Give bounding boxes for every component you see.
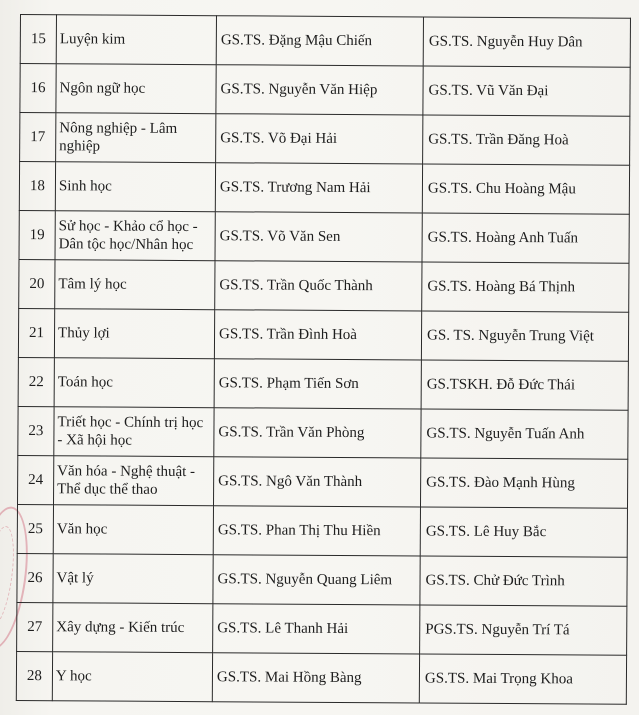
vice-chair-name: GS.TS. Chu Hoàng Mậu xyxy=(422,164,629,214)
chair-name: GS.TS. Võ Đại Hải xyxy=(216,114,423,164)
table-row xyxy=(18,357,628,410)
vice-chair-name: GS.TS. Nguyễn Huy Dân xyxy=(423,17,630,67)
chair-name: GS.TS. Đặng Mậu Chiến xyxy=(216,16,423,66)
vice-chair-name: GS.TS. Hoàng Bá Thịnh xyxy=(422,262,629,312)
chair-name: GS.TS. Phan Thị Thu Hiền xyxy=(213,506,420,556)
chair-name: GS.TS. Võ Văn Sen xyxy=(215,212,422,262)
table-row xyxy=(17,602,627,655)
vice-chair-name: GS.TS. Trần Đăng Hoà xyxy=(423,115,630,165)
field-name: Luyện kim xyxy=(56,15,216,65)
chair-name: GS.TS. Mai Hồng Bàng xyxy=(212,653,419,703)
row-number: 22 xyxy=(18,357,54,406)
row-number: 15 xyxy=(20,15,56,64)
table-row xyxy=(20,64,630,117)
chair-name: GS.TS. Nguyễn Quang Liêm xyxy=(213,555,420,605)
row-number: 28 xyxy=(16,651,52,700)
table-row xyxy=(18,406,628,459)
table-row xyxy=(18,455,628,508)
row-number: 27 xyxy=(17,602,53,651)
field-name: Nông nghiệp - Lâm nghiệp xyxy=(56,113,216,163)
field-name: Tâm lý học xyxy=(55,260,215,310)
chair-name: GS.TS. Phạm Tiến Sơn xyxy=(214,359,421,409)
row-number: 18 xyxy=(19,162,55,211)
vice-chair-name: GS.TS. Hoàng Anh Tuấn xyxy=(422,213,629,263)
vice-chair-name: GS.TS. Chử Đức Trình xyxy=(420,556,627,606)
row-number: 19 xyxy=(19,210,55,259)
chair-name: GS.TS. Trần Quốc Thành xyxy=(215,261,422,311)
field-name: Toán học xyxy=(54,358,214,408)
table-row xyxy=(20,113,630,166)
chair-name: GS.TS. Trần Đình Hoà xyxy=(214,310,421,360)
row-number: 21 xyxy=(18,308,54,357)
council-members-table xyxy=(16,14,631,705)
chair-name: GS.TS. Trương Nam Hải xyxy=(215,163,422,213)
chair-name: GS.TS. Ngô Văn Thành xyxy=(214,457,421,507)
vice-chair-name: GS.TS. Mai Trọng Khoa xyxy=(419,654,626,704)
row-number: 16 xyxy=(20,64,56,113)
field-name: Ngôn ngữ học xyxy=(56,64,216,114)
table-row xyxy=(19,210,629,263)
row-number: 20 xyxy=(19,259,55,308)
table-row xyxy=(17,553,627,606)
table-row xyxy=(19,259,629,312)
field-name: Xây dựng - Kiến trúc xyxy=(53,603,213,653)
field-name: Văn hóa - Nghệ thuật - Thể dục thể thao xyxy=(54,456,214,506)
vice-chair-name: GS.TS. Đào Mạnh Hùng xyxy=(420,458,627,508)
row-number: 25 xyxy=(17,504,53,553)
chair-name: GS.TS. Lê Thanh Hải xyxy=(213,604,420,654)
chair-name: GS.TS. Nguyễn Văn Hiệp xyxy=(216,65,423,115)
field-name: Triết học - Chính trị học - Xã hội học xyxy=(54,407,214,457)
row-number: 17 xyxy=(20,113,56,162)
row-number: 26 xyxy=(17,553,53,602)
table-row xyxy=(19,162,629,215)
vice-chair-name: GS.TS. Lê Huy Bắc xyxy=(420,507,627,557)
vice-chair-name: GS.TS. Vũ Văn Đại xyxy=(423,66,630,116)
field-name: Sử học - Khảo cổ học - Dân tộc học/Nhân học xyxy=(55,211,215,261)
vice-chair-name: PGS.TS. Nguyễn Trí Tá xyxy=(420,605,627,655)
field-name: Sinh học xyxy=(55,162,215,212)
row-number: 24 xyxy=(18,455,54,504)
chair-name: GS.TS. Trần Văn Phòng xyxy=(214,408,421,458)
vice-chair-name: GS.TSKH. Đỗ Đức Thái xyxy=(421,360,628,410)
table-row xyxy=(20,15,630,68)
field-name: Văn học xyxy=(53,505,213,555)
vice-chair-name: GS.TS. Nguyễn Tuấn Anh xyxy=(421,409,628,459)
field-name: Y học xyxy=(52,652,212,702)
table-row xyxy=(17,504,627,557)
table-row xyxy=(18,308,628,361)
field-name: Vật lý xyxy=(53,554,213,604)
vice-chair-name: GS. TS. Nguyễn Trung Việt xyxy=(421,311,628,361)
table-row xyxy=(16,651,626,704)
row-number: 23 xyxy=(18,406,54,455)
field-name: Thủy lợi xyxy=(54,309,214,359)
